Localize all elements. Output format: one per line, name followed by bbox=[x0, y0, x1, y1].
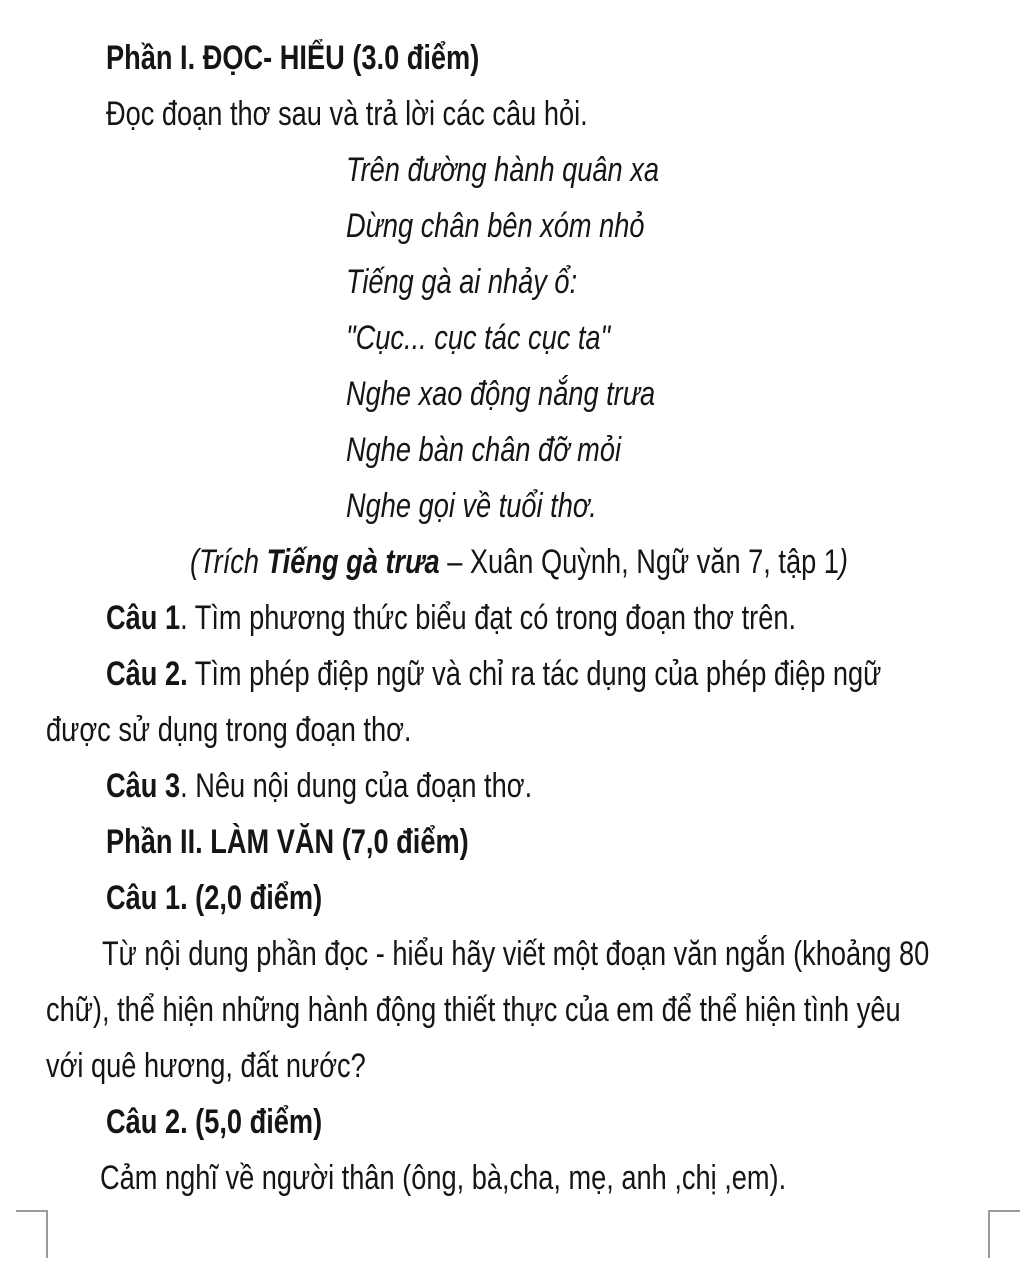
question-3-text: . Nêu nội dung của đoạn thơ. bbox=[180, 767, 533, 805]
question-2-label: Câu 2. bbox=[106, 655, 188, 693]
part2-q1-line-2: chữ), thể hiện những hành động thiết thực của em để thể hiện tình yêu bbox=[46, 991, 901, 1029]
part2-q2-text: Cảm nghĩ về người thân (ông, bà,cha, mẹ, anh ,chị ,em). bbox=[100, 1159, 787, 1197]
citation-work-title: Tiếng gà trưa bbox=[266, 543, 440, 581]
part2-q1-heading: Câu 1. (2,0 điểm) bbox=[106, 879, 323, 917]
citation-source: – Xuân Quỳnh, Ngữ văn 7, tập 1 bbox=[439, 543, 839, 581]
poem-line-2: Dừng chân bên xóm nhỏ bbox=[346, 207, 645, 245]
question-3-label: Câu 3 bbox=[106, 767, 181, 805]
part2-q1-line-3: với quê hương, đất nước? bbox=[46, 1047, 366, 1085]
question-1-label: Câu 1 bbox=[106, 599, 181, 637]
poem-line-6: Nghe bàn chân đỡ mỏi bbox=[346, 431, 622, 469]
poem-line-4: "Cục... cục tác cục ta" bbox=[346, 319, 611, 357]
citation-close: ) bbox=[838, 543, 848, 581]
part2-q1-line-1: Từ nội dung phần đọc - hiểu hãy viết một đoạn văn ngắn (khoảng 80 bbox=[102, 935, 930, 973]
page-corner-mark-left bbox=[16, 1210, 48, 1258]
question-3 bbox=[106, 766, 532, 806]
question-2-text: Tìm phép điệp ngữ và chỉ ra tác dụng của phép điệp ngữ bbox=[187, 655, 882, 693]
poem-line-1: Trên đường hành quân xa bbox=[346, 151, 659, 189]
page-corner-mark-right bbox=[988, 1210, 1020, 1258]
question-1-text: . Tìm phương thức biểu đạt có trong đoạn thơ trên. bbox=[180, 599, 797, 637]
citation-open: (Trích bbox=[190, 543, 267, 581]
part2-heading: Phần II. LÀM VĂN (7,0 điểm) bbox=[106, 823, 469, 861]
question-1 bbox=[106, 598, 796, 638]
poem-line-7: Nghe gọi về tuổi thơ. bbox=[346, 487, 597, 525]
poem-line-3: Tiếng gà ai nhảy ổ: bbox=[346, 263, 578, 301]
question-2 bbox=[106, 654, 881, 694]
poem-line-5: Nghe xao động nắng trưa bbox=[346, 375, 656, 413]
part1-instruction: Đọc đoạn thơ sau và trả lời các câu hỏi. bbox=[106, 95, 588, 133]
part1-heading: Phần I. ĐỌC- HIỂU (3.0 điểm) bbox=[106, 39, 480, 77]
poem-citation bbox=[190, 542, 848, 582]
question-2-continuation: được sử dụng trong đoạn thơ. bbox=[46, 711, 412, 749]
part2-q2-heading: Câu 2. (5,0 điểm) bbox=[106, 1103, 323, 1141]
